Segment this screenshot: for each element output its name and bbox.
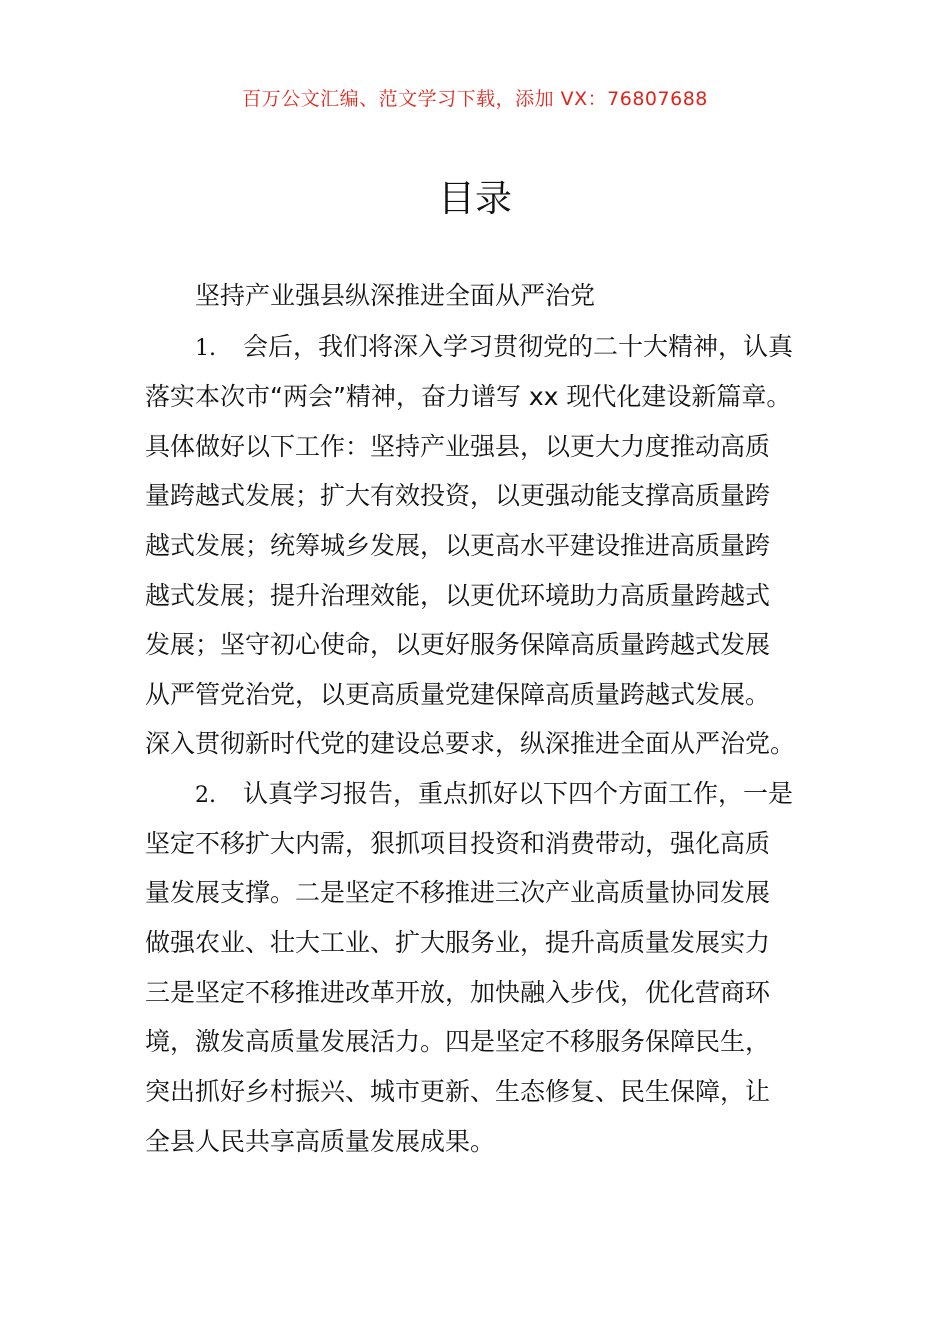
paragraph-line: 越式发展；统筹城乡发展，以更高水平建设推进高质量跨 bbox=[145, 531, 771, 560]
paragraph-line: 会后，我们将深入学习贯彻党的二十大精神，认真 bbox=[243, 332, 794, 361]
paragraph-line: 深入贯彻新时代党的建设总要求，纵深推进全面从严治党。 bbox=[145, 729, 796, 758]
paragraph-line: 具体做好以下工作：坚持产业强县，以更大力度推动高质 bbox=[145, 432, 771, 461]
paragraph-line: 突出抓好乡村振兴、城市更新、生态修复、民生保障，让 bbox=[145, 1077, 771, 1106]
list-item-number: 1. bbox=[195, 336, 216, 361]
list-item-1-first-line bbox=[195, 329, 793, 367]
paragraph-line: 全县人民共享高质量发展成果。 bbox=[145, 1127, 496, 1156]
paragraph-line: 落实本次市“两会”精神，奋力谱写 xx 现代化建设新篇章。 bbox=[145, 382, 792, 411]
paragraph-line: 三是坚定不移推进改革开放，加快融入步伐，优化营商环 bbox=[145, 978, 771, 1007]
paragraph-line: 坚定不移扩大内需，狠抓项目投资和消费带动，强化高质 bbox=[145, 829, 771, 858]
paragraph-line: 从严管党治党，以更高质量党建保障高质量跨越式发展。 bbox=[145, 680, 771, 709]
section-heading: 坚持产业强县纵深推进全面从严治党 bbox=[195, 281, 596, 310]
paragraph-line: 发展；坚守初心使命，以更好服务保障高质量跨越式发展 bbox=[145, 630, 771, 659]
paragraph-line: 量跨越式发展；扩大有效投资，以更强动能支撑高质量跨 bbox=[145, 481, 771, 510]
promo-banner: 百万公文汇编、范文学习下载，添加 VX：76807688 bbox=[242, 88, 708, 110]
paragraph-line: 境，激发高质量发展活力。四是坚定不移服务保障民生， bbox=[145, 1027, 771, 1056]
list-item-number: 2. bbox=[195, 783, 216, 808]
list-item-2-first-line bbox=[195, 776, 793, 814]
page-title: 目录 bbox=[438, 177, 512, 220]
paragraph-line: 量发展支撑。二是坚定不移推进三次产业高质量协同发展 bbox=[145, 878, 771, 907]
paragraph-line: 越式发展；提升治理效能，以更优环境助力高质量跨越式 bbox=[145, 581, 771, 610]
paragraph-line: 做强农业、壮大工业、扩大服务业，提升高质量发展实力 bbox=[145, 928, 771, 957]
paragraph-line: 认真学习报告，重点抓好以下四个方面工作，一是 bbox=[243, 779, 794, 808]
